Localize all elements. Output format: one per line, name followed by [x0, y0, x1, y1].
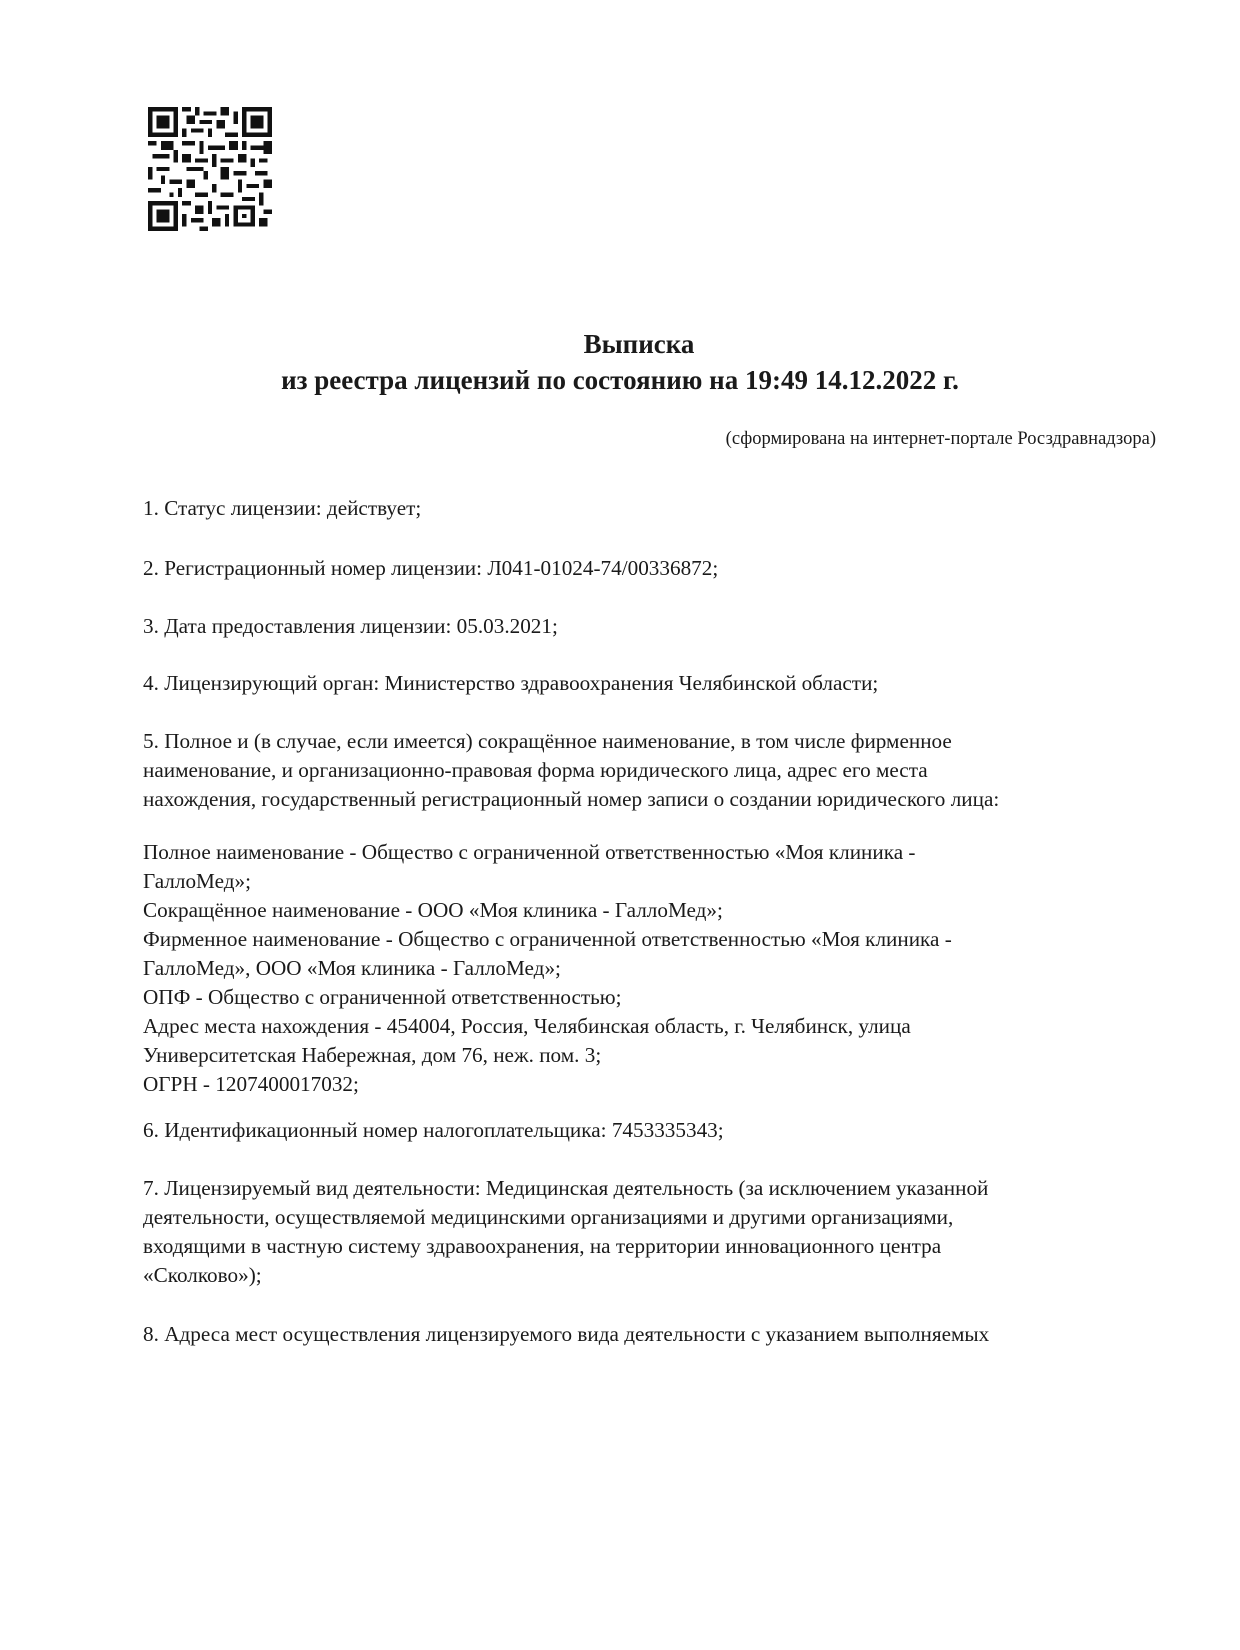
item-taxpayer-id	[143, 1116, 1143, 1145]
item-issue-date	[143, 612, 1143, 641]
text-line: Сокращённое наименование - ООО «Моя клиника - ГаллоМед»;	[143, 898, 723, 922]
item-activity-addresses	[143, 1320, 1143, 1349]
text-line: Полное наименование - Общество с ограниченной ответственностью «Моя клиника -	[143, 840, 916, 864]
legal-entity-details	[143, 838, 1143, 1099]
text-line: Адрес места нахождения - 454004, Россия, Челябинская область, г. Челябинск, улица	[143, 1014, 911, 1038]
text-line: 1. Статус лицензии: действует;	[143, 496, 422, 520]
qr-code-icon	[148, 107, 272, 231]
text-line: 5. Полное и (в случае, если имеется) сокращённое наименование, в том числе фирменное	[143, 729, 952, 753]
item-licensing-authority	[143, 669, 1143, 698]
text-line: Университетская Набережная, дом 76, неж. пом. 3;	[143, 1043, 602, 1067]
text-line: деятельности, осуществляемой медицинскими организациями и другими организациями,	[143, 1205, 954, 1229]
item-registration-number	[143, 554, 1143, 583]
source-note: (сформирована на интернет-портале Росздравнадзора)	[725, 429, 1156, 449]
text-line: входящими в частную систему здравоохранения, на территории инновационного центра	[143, 1234, 942, 1258]
document-subtitle: из реестра лицензий по состоянию на 19:49 14.12.2022 г.	[281, 365, 959, 395]
text-line: Фирменное наименование - Общество с ограниченной ответственностью «Моя клиника -	[143, 927, 952, 951]
document-title: Выписка	[583, 329, 695, 359]
item-activity-type	[143, 1174, 1143, 1290]
text-line: 4. Лицензирующий орган: Министерство здравоохранения Челябинской области;	[143, 671, 879, 695]
text-line: 3. Дата предоставления лицензии: 05.03.2021;	[143, 614, 558, 638]
text-line: 2. Регистрационный номер лицензии: Л041-01024-74/00336872;	[143, 556, 719, 580]
text-line: наименование, и организационно-правовая форма юридического лица, адрес его места	[143, 758, 928, 782]
text-line: ГаллоМед», ООО «Моя клиника - ГаллоМед»;	[143, 956, 561, 980]
item-license-status	[143, 494, 1143, 523]
text-line: 7. Лицензируемый вид деятельности: Медицинская деятельность (за исключением указанной	[143, 1176, 989, 1200]
text-line: ОГРН - 1207400017032;	[143, 1072, 359, 1096]
text-line: нахождения, государственный регистрационный номер записи о создании юридического лица:	[143, 787, 1000, 811]
text-line: 6. Идентификационный номер налогоплательщика: 7453335343;	[143, 1118, 724, 1142]
text-line: ОПФ - Общество с ограниченной ответственностью;	[143, 985, 622, 1009]
text-line: 8. Адреса мест осуществления лицензируемого вида деятельности с указанием выполняемых	[143, 1322, 990, 1346]
text-line: «Сколково»);	[143, 1263, 262, 1287]
item-legal-entity-heading	[143, 727, 1143, 814]
text-line: ГаллоМед»;	[143, 869, 251, 893]
